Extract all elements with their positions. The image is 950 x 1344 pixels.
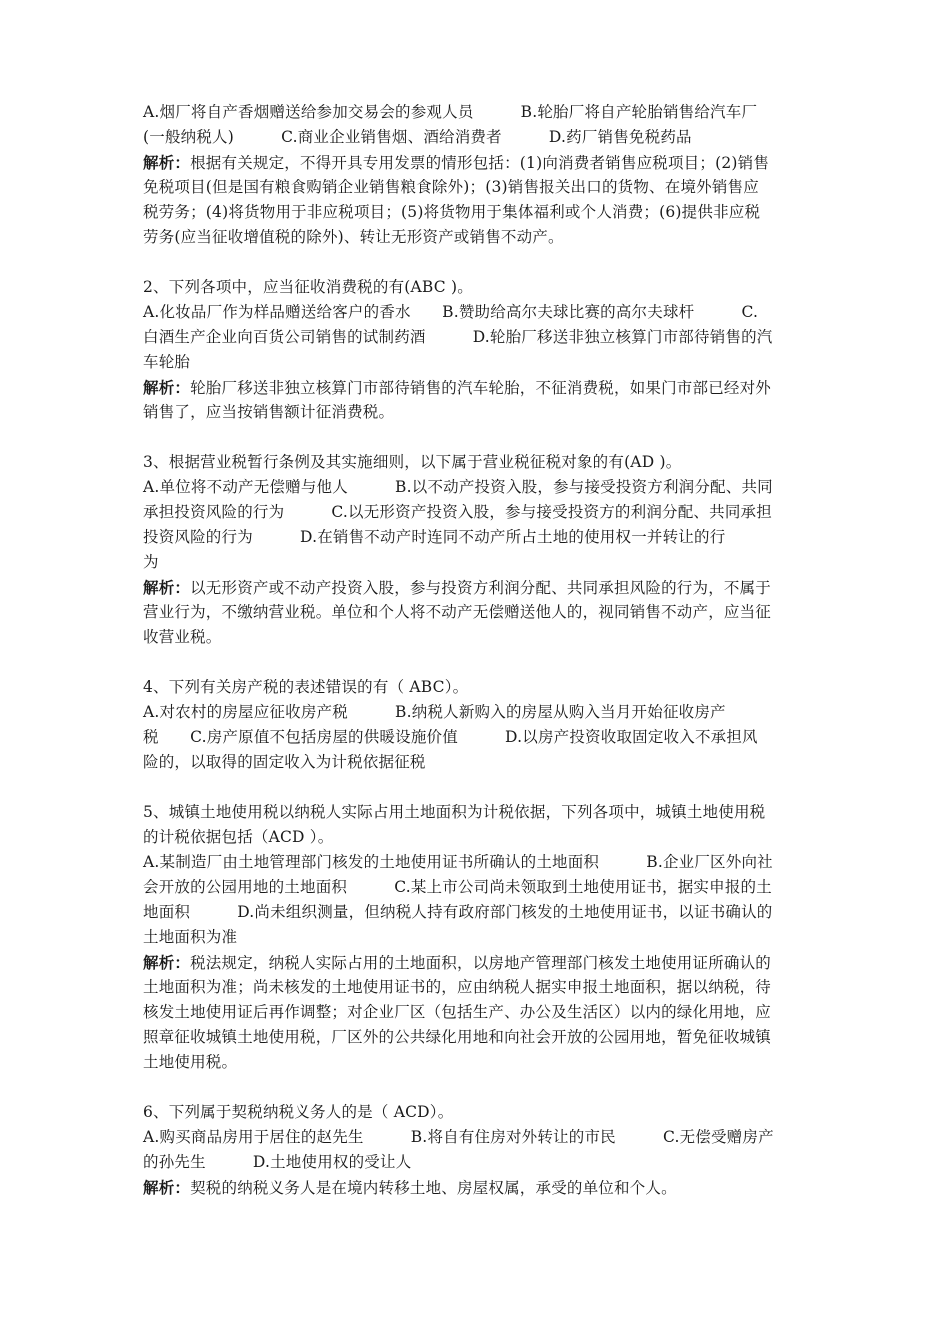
line-text: 为: [143, 553, 159, 571]
line-text: A.对农村的房屋应征收房产税 B.纳税人新购入的房屋从购入当月开始征收房产: [143, 703, 726, 721]
line-text: A.购买商品房用于居住的赵先生 B.将自有住房对外转让的市民 C.无偿受赠房产: [143, 1128, 774, 1146]
text-line: [143, 725, 811, 750]
line-text: 的孙先生 D.土地使用权的受让人: [143, 1153, 412, 1171]
text-line: [143, 475, 811, 500]
text-line: [143, 1100, 811, 1125]
text-line: [143, 225, 811, 250]
text-line: [143, 1125, 811, 1150]
line-text: 险的，以取得的固定收入为计税依据征税: [143, 753, 426, 771]
line-text: 销售了，应当按销售额计征消费税。: [143, 403, 395, 421]
analysis-line: [143, 375, 811, 400]
text-line: [143, 875, 811, 900]
text-line: [143, 700, 811, 725]
text-line: [143, 800, 811, 825]
text-line: [143, 825, 811, 850]
line-text: A.化妆品厂作为样品赠送给客户的香水 B.赞助给高尔夫球比赛的高尔夫球杆 C.: [143, 303, 759, 321]
paragraph-gap: [143, 250, 811, 275]
text-line: [143, 975, 811, 1000]
text-line: [143, 400, 811, 425]
text-line: [143, 525, 811, 550]
line-text: A.烟厂将自产香烟赠送给参加交易会的参观人员 B.轮胎厂将自产轮胎销售给汽车厂: [143, 103, 758, 121]
analysis-label: 解析：: [143, 1178, 191, 1197]
line-text: 劳务(应当征收增值税的除外)、转让无形资产或销售不动产。: [143, 228, 564, 246]
text-line: [143, 625, 811, 650]
line-text: 4、下列有关房产税的表述错误的有（ ABC）。: [143, 678, 469, 696]
line-text: 投资风险的行为 D.在销售不动产时连同不动产所占土地的使用权一并转让的行: [143, 528, 726, 546]
text-line: [143, 850, 811, 875]
analysis-label: 解析：: [143, 153, 191, 172]
analysis-line: [143, 950, 811, 975]
line-text: 车轮胎: [143, 353, 191, 371]
line-text: 轮胎厂移送非独立核算门市部待销售的汽车轮胎，不征消费税，如果门市部已经对外: [190, 379, 772, 397]
analysis-line: [143, 150, 811, 175]
line-text: 土地面积为准: [143, 928, 238, 946]
text-line: [143, 600, 811, 625]
text-line: [143, 200, 811, 225]
text-line: [143, 350, 811, 375]
paragraph-gap: [143, 650, 811, 675]
line-text: A.单位将不动产无偿赠与他人 B.以不动产投资入股，参与接受投资方利润分配、共同: [143, 478, 773, 496]
line-text: 会开放的公园用地的土地面积 C.某上市公司尚未领取到土地使用证书，据实申报的土: [143, 878, 772, 896]
line-text: 3、根据营业税暂行条例及其实施细则，以下属于营业税征税对象的有(AD )。: [143, 453, 682, 471]
line-text: 税法规定，纳税人实际占用的土地面积，以房地产管理部门核发土地使用证所确认的: [190, 954, 772, 972]
text-line: [143, 925, 811, 950]
line-text: 税 C.房产原值不包括房屋的供暖设施价值 D.以房产投资收取固定收入不承担风: [143, 728, 758, 746]
line-text: 收营业税。: [143, 628, 222, 646]
text-line: [143, 1000, 811, 1025]
text-line: [143, 100, 811, 125]
line-text: 根据有关规定，不得开具专用发票的情形包括：(1)向消费者销售应税项目；(2)销售: [190, 154, 770, 172]
line-text: 5、城镇土地使用税以纳税人实际占用土地面积为计税依据，下列各项中，城镇土地使用税: [143, 803, 766, 821]
paragraph-gap: [143, 775, 811, 800]
line-text: 土地使用税。: [143, 1053, 238, 1071]
line-text: A.某制造厂由土地管理部门核发的土地使用证书所确认的土地面积 B.企业厂区外向社: [143, 853, 773, 871]
paragraph-gap: [143, 425, 811, 450]
text-line: [143, 175, 811, 200]
text-line: [143, 750, 811, 775]
text-line: [143, 900, 811, 925]
line-text: 6、下列属于契税纳税义务人的是（ ACD）。: [143, 1103, 454, 1121]
line-text: 免税项目(但是国有粮食购销企业销售粮食除外)；(3)销售报关出口的货物、在境外销售应: [143, 178, 759, 196]
text-line: [143, 500, 811, 525]
line-text: 土地面积为准；尚未核发的土地使用证书的，应由纳税人据实申报土地面积，据以纳税，待: [143, 978, 772, 996]
analysis-label: 解析：: [143, 378, 191, 397]
analysis-line: [143, 1175, 811, 1200]
text-line: [143, 125, 811, 150]
line-text: 税劳务；(4)将货物用于非应税项目；(5)将货物用于集体福利或个人消费；(6)提供非应税: [143, 203, 761, 221]
line-text: 承担投资风险的行为 C.以无形资产投资入股，参与接受投资方的利润分配、共同承担: [143, 503, 772, 521]
line-text: (一般纳税人) C.商业企业销售烟、酒给消费者 D.药厂销售免税药品: [143, 128, 692, 146]
line-text: 核发土地使用证后再作调整；对企业厂区（包括生产、办公及生活区）以内的绿化用地，应: [143, 1003, 772, 1021]
line-text: 的计税依据包括（ACD ）。: [143, 828, 334, 846]
text-line: [143, 1025, 811, 1050]
line-text: 营业行为，不缴纳营业税。单位和个人将不动产无偿赠送他人的，视同销售不动产，应当征: [143, 603, 772, 621]
text-line: [143, 300, 811, 325]
line-text: 2、下列各项中，应当征收消费税的有(ABC )。: [143, 278, 473, 296]
analysis-label: 解析：: [143, 953, 191, 972]
text-line: [143, 1050, 811, 1075]
text-line: [143, 325, 811, 350]
document-body: [143, 100, 811, 1200]
text-line: [143, 550, 811, 575]
text-line: [143, 1150, 811, 1175]
text-line: [143, 675, 811, 700]
text-line: [143, 450, 811, 475]
paragraph-gap: [143, 1075, 811, 1100]
analysis-label: 解析：: [143, 578, 191, 597]
text-line: [143, 275, 811, 300]
line-text: 契税的纳税义务人是在境内转移土地、房屋权属，承受的单位和个人。: [190, 1179, 677, 1197]
line-text: 白酒生产企业向百货公司销售的试制药酒 D.轮胎厂移送非独立核算门市部待销售的汽: [143, 328, 773, 346]
analysis-line: [143, 575, 811, 600]
line-text: 以无形资产或不动产投资入股，参与投资方利润分配、共同承担风险的行为，不属于: [190, 579, 772, 597]
line-text: 地面积 D.尚未组织测量，但纳税人持有政府部门核发的土地使用证书，以证书确认的: [143, 903, 773, 921]
line-text: 照章征收城镇土地使用税，厂区外的公共绿化用地和向社会开放的公园用地，暂免征收城镇: [143, 1028, 772, 1046]
